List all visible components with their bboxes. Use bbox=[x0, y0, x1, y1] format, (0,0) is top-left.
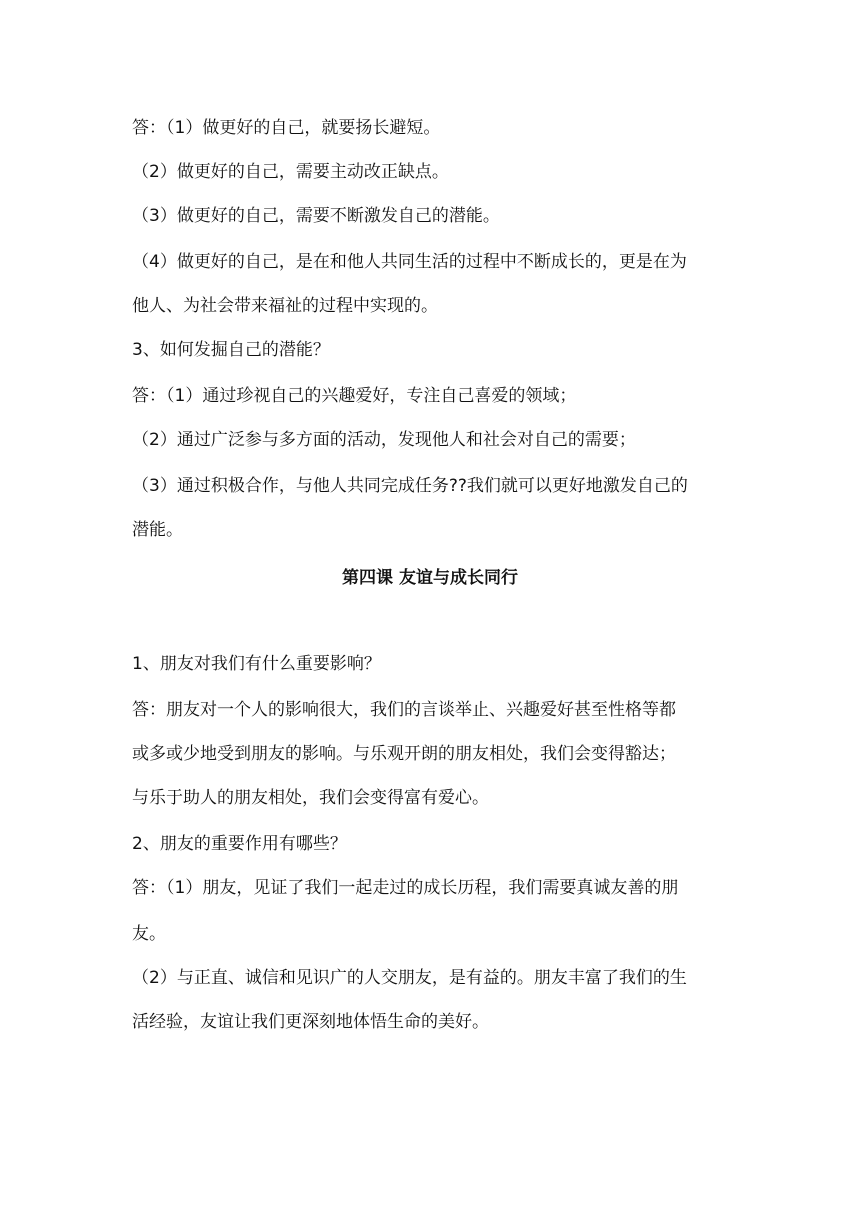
answer-line: 潜能。 bbox=[132, 520, 183, 540]
answer-line: 答：（1）朋友，见证了我们一起走过的成长历程，我们需要真诚友善的朋 bbox=[132, 878, 679, 898]
answer-line: 友。 bbox=[132, 924, 166, 944]
answer-line: （2）通过广泛参与多方面的活动，发现他人和社会对自己的需要； bbox=[132, 430, 636, 450]
answer-line: （3）做更好的自己，需要不断激发自己的潜能。 bbox=[132, 206, 500, 226]
answer-line: （4）做更好的自己，是在和他人共同生活的过程中不断成长的，更是在为 bbox=[132, 252, 687, 272]
lesson-title: 第四课 友谊与成长同行 bbox=[342, 568, 518, 588]
question-line: 2、朋友的重要作用有哪些？ bbox=[132, 834, 347, 854]
answer-line: （3）通过积极合作，与他人共同完成任务??我们就可以更好地激发自己的 bbox=[132, 476, 688, 496]
answer-line: 答：朋友对一个人的影响很大，我们的言谈举止、兴趣爱好甚至性格等都 bbox=[132, 700, 676, 720]
answer-line: 他人、为社会带来福祉的过程中实现的。 bbox=[132, 296, 438, 316]
answer-line: 答：（1）做更好的自己，就要扬长避短。 bbox=[132, 118, 441, 138]
answer-line: （2）与正直、诚信和见识广的人交朋友，是有益的。朋友丰富了我们的生 bbox=[132, 968, 687, 988]
answer-line: 与乐于助人的朋友相处，我们会变得富有爱心。 bbox=[132, 788, 489, 808]
answer-line: （2）做更好的自己，需要主动改正缺点。 bbox=[132, 162, 449, 182]
answer-line: 答：（1）通过珍视自己的兴趣爱好，专注自己喜爱的领域； bbox=[132, 386, 577, 406]
question-line: 1、朋友对我们有什么重要影响？ bbox=[132, 654, 381, 674]
answer-line: 或多或少地受到朋友的影响。与乐观开朗的朋友相处，我们会变得豁达； bbox=[132, 744, 676, 764]
question-line: 3、如何发掘自己的潜能？ bbox=[132, 340, 330, 360]
answer-line: 活经验，友谊让我们更深刻地体悟生命的美好。 bbox=[132, 1012, 489, 1032]
